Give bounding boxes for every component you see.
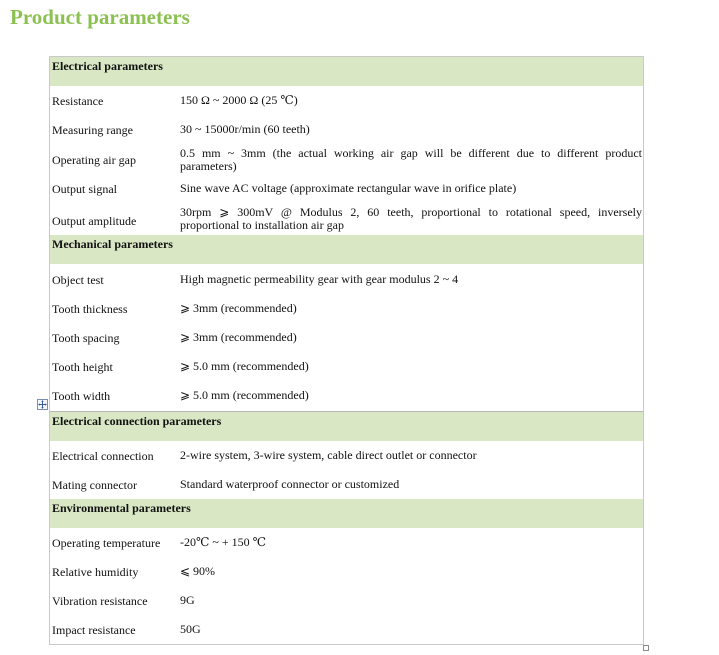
table-row bbox=[50, 528, 643, 557]
parameters-table bbox=[49, 56, 644, 645]
section-heading: Electrical connection parameters bbox=[52, 414, 222, 428]
row-label: Output amplitude bbox=[52, 214, 137, 228]
table-row bbox=[50, 115, 643, 144]
page-title: Product parameters bbox=[10, 5, 190, 29]
table-row bbox=[50, 615, 643, 644]
table-row bbox=[50, 202, 643, 235]
table-resize-handle[interactable] bbox=[643, 645, 649, 651]
row-value: Sine wave AC voltage (approximate rectangular wave in orifice plate) bbox=[180, 181, 517, 195]
row-value: 2-wire system, 3-wire system, cable direct outlet or connector bbox=[180, 448, 477, 462]
row-label: Impact resistance bbox=[52, 623, 136, 637]
row-label: Tooth spacing bbox=[52, 331, 120, 345]
table-row bbox=[50, 441, 643, 470]
section-header-electrical bbox=[50, 57, 643, 86]
row-value: 150 Ω ~ 2000 Ω (25 ℃) bbox=[180, 93, 298, 107]
row-value: 30 ~ 15000r/min (60 teeth) bbox=[180, 122, 310, 136]
row-label: Operating air gap bbox=[52, 153, 136, 167]
table-row bbox=[50, 351, 643, 380]
row-value: ⩾ 5.0 mm (recommended) bbox=[180, 388, 309, 402]
table-move-handle-icon[interactable] bbox=[37, 399, 48, 410]
section-heading: Environmental parameters bbox=[52, 501, 191, 515]
row-label: Electrical connection bbox=[52, 449, 154, 463]
row-value: 0.5 mm ~ 3mm (the actual working air gap will be different due to different product parameters) bbox=[180, 146, 642, 173]
table-row bbox=[50, 293, 643, 322]
row-value: Standard waterproof connector or customized bbox=[180, 477, 400, 491]
row-label: Vibration resistance bbox=[52, 594, 148, 608]
row-value: 50G bbox=[180, 622, 201, 636]
table-row bbox=[50, 322, 643, 351]
row-label: Resistance bbox=[52, 94, 104, 108]
table-row bbox=[50, 176, 643, 202]
table-row bbox=[50, 557, 643, 586]
row-label: Tooth thickness bbox=[52, 302, 128, 316]
table-row bbox=[50, 86, 643, 115]
table-row bbox=[50, 586, 643, 615]
row-label: Relative humidity bbox=[52, 565, 139, 579]
row-label: Output signal bbox=[52, 182, 117, 196]
section-header-environmental bbox=[50, 499, 643, 528]
row-label: Object test bbox=[52, 273, 104, 287]
row-value: High magnetic permeability gear with gear modulus 2 ~ 4 bbox=[180, 272, 459, 286]
section-heading: Electrical parameters bbox=[52, 59, 163, 73]
table-row bbox=[50, 380, 643, 411]
row-label: Operating temperature bbox=[52, 536, 161, 550]
table-row bbox=[50, 144, 643, 176]
section-heading: Mechanical parameters bbox=[52, 237, 173, 251]
row-value: -20℃ ~ + 150 ℃ bbox=[180, 535, 267, 549]
row-value: ⩾ 5.0 mm (recommended) bbox=[180, 359, 309, 373]
row-value: ⩾ 3mm (recommended) bbox=[180, 301, 297, 315]
row-value: 9G bbox=[180, 593, 195, 607]
row-label: Mating connector bbox=[52, 478, 137, 492]
row-label: Tooth height bbox=[52, 360, 113, 374]
row-label: Measuring range bbox=[52, 123, 133, 137]
row-label: Tooth width bbox=[52, 389, 111, 403]
table-row bbox=[50, 264, 643, 293]
section-header-mechanical bbox=[50, 235, 643, 264]
row-value: ⩽ 90% bbox=[180, 564, 216, 578]
row-value: ⩾ 3mm (recommended) bbox=[180, 330, 297, 344]
row-value: 30rpm ⩾ 300mV @ Modulus 2, 60 teeth, proportional to rotational speed, inversely proportional to installation air gap bbox=[180, 205, 642, 232]
table-row bbox=[50, 470, 643, 499]
section-header-electrical-connection bbox=[50, 411, 643, 441]
